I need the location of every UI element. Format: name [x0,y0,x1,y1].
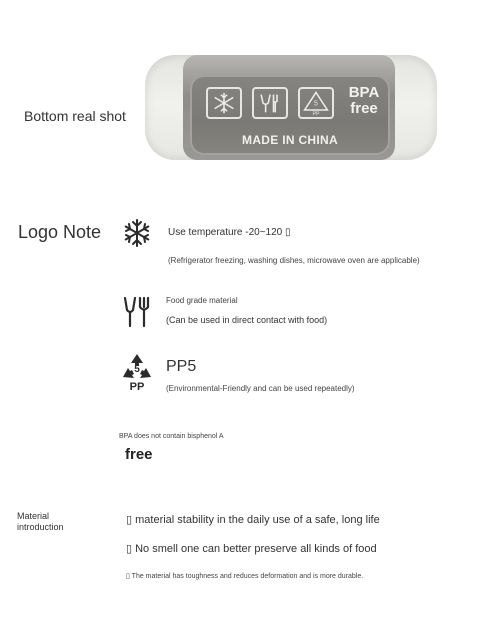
cup-fork-icon [123,295,151,329]
recycle-pp5-icon [298,87,334,119]
material-point-1: ▯ material stability in the daily use of a safe, long life [126,514,380,526]
material-label-line2: introduction [17,522,64,532]
snowflake-icon [122,218,152,248]
svg-text:PP: PP [129,381,145,392]
bpa-text: BPA [348,84,380,101]
material-label-line1: Material [17,511,50,521]
pp5-text: PP5 [166,358,197,375]
food-grade-text: Food grade material [166,296,238,305]
svg-text:5: 5 [134,364,140,375]
free-text: free [125,446,153,463]
made-in-china-text: MADE IN CHINA [242,133,338,147]
material-intro-label [17,511,64,533]
svg-text:5: 5 [314,100,318,108]
snowflake-icon [206,87,242,119]
food-grade-subtext: (Can be used in direct contact with food) [166,315,328,325]
free-text: free [350,100,378,117]
material-note: ▯ The material has toughness and reduces deformation and is more durable. [126,573,364,580]
photo-caption: Bottom real shot [24,108,126,124]
temperature-text: Use temperature -20~120 ▯ [168,227,291,238]
logo-note-title: Logo Note [18,222,102,242]
cup-fork-icon [252,87,288,119]
bpa-free-mark [340,85,388,117]
bpa-text: BPA does not contain bisphenol A [119,433,224,440]
material-point-2: ▯ No smell one can better preserve all kinds of food [126,543,377,555]
recycle-pp5-icon [120,352,154,392]
pp5-subtext: (Environmental-Friendly and can be used repeatedly) [166,384,355,393]
embossed-label-plate [190,75,390,155]
temperature-subtext: (Refrigerator freezing, washing dishes, microwave oven are applicable) [168,256,420,265]
svg-text:PP: PP [312,111,320,117]
